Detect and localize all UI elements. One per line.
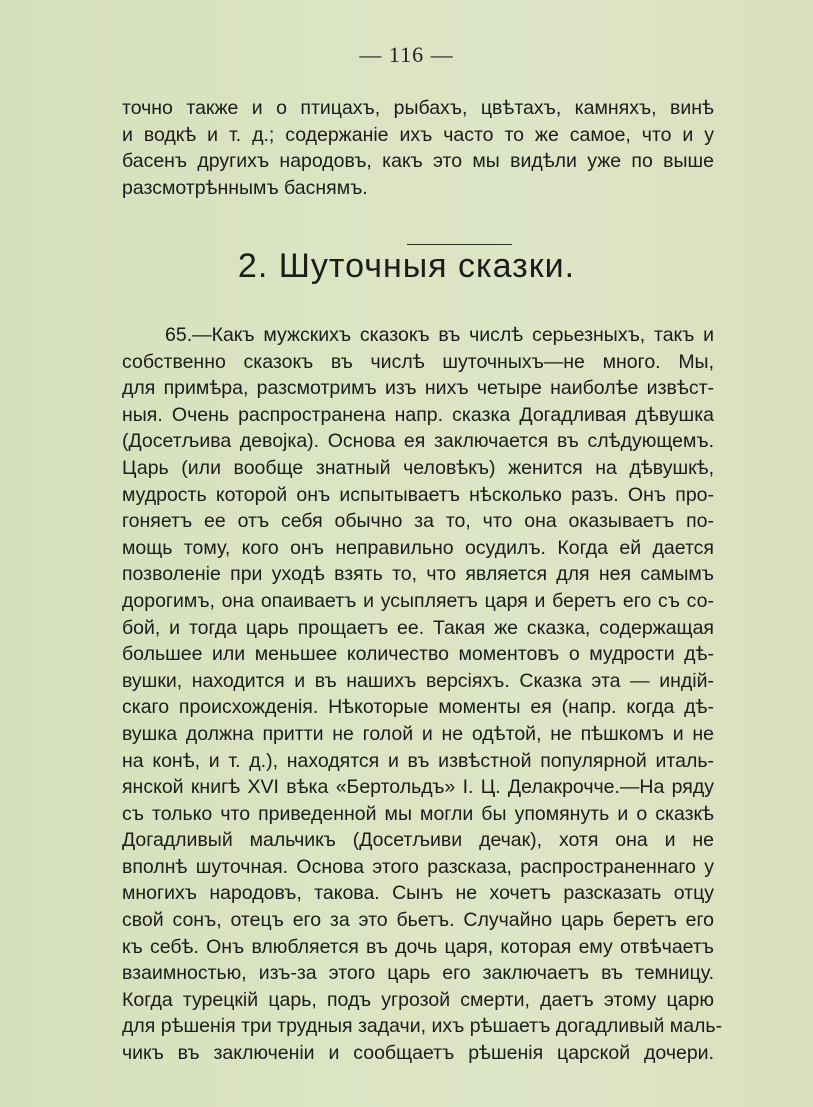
text-line: вушки, находится и въ нашихъ версіяхъ. Сказка эта — индій- <box>122 669 714 692</box>
text-line: большее или меньшее количество моментовъ о мудрости дѣ- <box>122 643 714 666</box>
text-line: свой сонъ, отецъ его за это бьетъ. Случайно царь беретъ его <box>122 909 714 932</box>
text-line: чикъ въ заключеніи и сообщаетъ рѣшенія царской дочери. <box>122 1042 714 1065</box>
text-line: гоняетъ ее отъ себя обычно за то, что она оказываетъ по- <box>122 510 714 533</box>
text-line: и водкѣ и т. д.; содержаніе ихъ часто то же самое, что и у <box>122 123 714 146</box>
text-line: Догадливый мальчикъ (Досетљиви дечак), хотя она и не <box>122 829 714 852</box>
text-line: многихъ народовъ, такова. Сынъ не хочетъ разсказать отцу <box>122 882 714 905</box>
text-line: дорогимъ, она опаиваетъ и усыпляетъ царя и беретъ его съ со- <box>122 589 714 612</box>
text-line: на конѣ, и т. д.), находятся и въ извѣстной популярной италь- <box>122 749 714 772</box>
text-line: (Досетљива девојка). Основа ея заключается въ слѣдующемъ. <box>122 430 714 453</box>
text-line: позволеніе при уходѣ взять то, что является для нея самымъ <box>122 563 714 586</box>
section-title: 2. Шуточныя сказки. <box>237 247 576 285</box>
page-number: — 116 — <box>359 42 454 67</box>
section-divider <box>407 244 512 245</box>
text-line: для рѣшенія три трудныя задачи, ихъ рѣшаетъ догадливый маль- <box>122 1015 723 1038</box>
text-line: точно также и о птицахъ, рыбахъ, цвѣтахъ, камняхъ, винѣ <box>122 97 714 119</box>
text-line: разсмотрѣннымъ баснямъ. <box>122 176 368 199</box>
text-line: мощь тому, кого онъ неправильно осудилъ. Когда ей дается <box>122 536 714 559</box>
text-line: мудрость которой онъ испытываетъ нѣсколько разъ. Онъ про- <box>122 483 714 506</box>
text-line: Царь (или вообще знатный человѣкъ) женится на дѣвушкѣ, <box>122 456 714 479</box>
text-line: скаго происхожденія. Нѣкоторые моменты ея (напр. когда дѣ- <box>122 696 714 719</box>
text-line: басенъ другихъ народовъ, какъ это мы видѣли уже по выше <box>122 150 714 173</box>
text-line: вушка должна притти не голой и не одѣтой, не пѣшкомъ и не <box>122 722 714 745</box>
text-line: 65.—Какъ мужскихъ сказокъ въ числѣ серьезныхъ, такъ и <box>165 324 714 346</box>
text-line: янской книгѣ XVI вѣка «Бертольдъ» І. Ц. Делакрочче.—На ряду <box>122 776 714 799</box>
text-line: Когда турецкій царь, подъ угрозой смерти, даетъ этому царю <box>122 988 714 1011</box>
intro-paragraph <box>122 95 714 201</box>
text-line: ныя. Очень распространена напр. сказка Догадливая дѣвушка <box>122 403 714 426</box>
text-line: съ только что приведенной мы могли бы упомянуть и о сказкѣ <box>122 802 714 825</box>
text-line: бой, и тогда царь прощаетъ ее. Такая же сказка, содержащая <box>122 616 714 639</box>
text-line: для примѣра, разсмотримъ изъ нихъ четыре наиболѣе извѣст- <box>122 377 714 400</box>
body-paragraph <box>122 322 723 1067</box>
text-line: собственно сказокъ въ числѣ шуточныхъ—не много. Мы, <box>122 350 714 373</box>
text-line: къ себѣ. Онъ влюбляется въ дочь царя, которая ему отвѣчаетъ <box>122 935 714 958</box>
text-line: вполнѣ шуточная. Основа этого разсказа, распространеннаго у <box>122 855 714 878</box>
text-line: взаимностью, изъ-за этого царь его заключаетъ въ темницу. <box>122 962 714 985</box>
